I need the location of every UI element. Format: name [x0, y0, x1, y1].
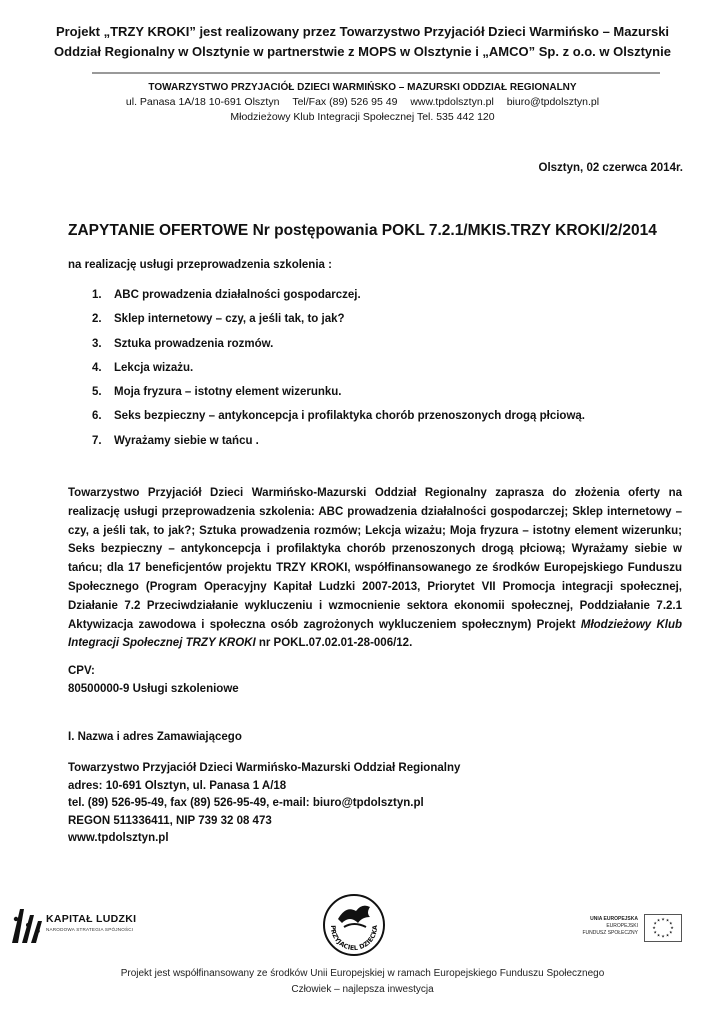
training-list [92, 287, 672, 457]
training-item [92, 408, 672, 432]
eu-fund-line-1: EUROPEJSKI [606, 923, 638, 929]
training-item-number: 5. [92, 386, 102, 399]
training-item [92, 336, 672, 360]
svg-text:PRZYJACIEL DZIECKA [329, 925, 379, 952]
svg-text:★: ★ [665, 917, 670, 923]
przyjaciel-dziecka-logo [322, 893, 386, 957]
training-item-number: 3. [92, 337, 102, 350]
eu-logo-text [572, 916, 638, 937]
organization-address: ul. Panasa 1A/18 10-691 Olsztyn [125, 96, 280, 108]
svg-text:★: ★ [665, 932, 670, 938]
kapital-ludzki-text [46, 913, 136, 932]
club-contact: Młodzieżowy Klub Integracji Społecznej Tel. 535 442 120 [230, 111, 495, 123]
eu-flag-icon [644, 914, 682, 942]
project-header [40, 22, 685, 62]
training-item-text: Moja fryzura – istotny element wizerunku. [114, 386, 342, 399]
training-item-text: Wyrażamy siebie w tańcu . [114, 434, 259, 447]
invitation-text: Towarzystwo Przyjaciół Dzieci Warmińsko-Mazurski Oddział Regionalny zaprasza do złożenia oferty na realizację usługi przeprowadzenia szkolenia: ABC prowadzenia działalności gospodarczej; Sklep internetowy – czy, a jeśli tak, to jak?; Sztuka prowadzenia rozmów; Lekcja wizażu; Moja fryzura – istotny element wizerunku; Seks bezpieczny – antykoncepcja i profilaktyka chorób przenoszonych drogą płciową; Wyrażamy siebie w tańcu; dla 17 beneficjentów projektu TRZY KROKI, współfinansowanego ze środków Europejskiego Funduszu Społecznego (Program Operacyjny Kapitał Ludzki 2007-2013, Priorytet VII Promocja integracji społecznej, Działanie 7.2 Przeciwdziałanie wykluczeniu i wzmocnienie sektora ekonomii społecznej, Poddziałanie 7.2.1 Aktywizacja zawodowa i społeczna osób zagrożonych wykluczeniem społecznym) Projekt [68, 487, 682, 631]
organization-name: TOWARZYSTWO PRZYJACIÓŁ DZIECI WARMIŃSKO – MAZURSKI ODDZIAŁ REGIONALNY [148, 82, 577, 93]
invitation-paragraph [68, 484, 682, 653]
svg-text:★: ★ [661, 933, 665, 939]
project-name: Młodzieżowy Klub Integracji Społecznej TRZY KROKI [68, 618, 682, 650]
training-item-number: 2. [92, 313, 102, 326]
svg-text:★: ★ [656, 932, 661, 938]
section-heading-contracting-authority: I. Nazwa i adres Zamawiającego [68, 731, 242, 743]
training-item-number: 6. [92, 410, 102, 423]
eu-title: UNIA EUROPEJSKA [590, 916, 638, 922]
kapital-ludzki-subtitle: NARODOWA STRATEGIA SPÓJNOŚCI [46, 927, 134, 932]
training-item [92, 433, 672, 457]
training-item-text: Sklep internetowy – czy, a jeśli tak, to jak? [114, 313, 345, 326]
training-item [92, 311, 672, 335]
training-item-text: Seks bezpieczny – antykoncepcja i profilaktyka chorób przenoszonych drogą płciową. [114, 410, 585, 423]
project-header-line-2: Oddział Regionalny w Olsztynie w partnerstwie z MOPS w Olsztynie i „AMCO” Sp. z o.o. w Olsztynie [54, 44, 671, 59]
training-item-text: Sztuka prowadzenia rozmów. [114, 337, 274, 350]
training-item-text: ABC prowadzenia działalności gospodarczej. [114, 289, 361, 301]
page-footer [40, 966, 685, 998]
authority-website: www.tpdolsztyn.pl [68, 832, 169, 844]
training-item [92, 384, 672, 408]
organization-phone: Tel/Fax (89) 526 95 49 [292, 96, 398, 108]
przyjaciel-dziecka-emblem-icon [322, 893, 386, 957]
organization-website: www.tpdolsztyn.pl [410, 96, 494, 108]
svg-text:★: ★ [669, 929, 673, 935]
footer-cofinancing: Projekt jest współfinansowany ze środków Unii Europejskiej w ramach Europejskiego Funduszu Społecznego [120, 968, 605, 979]
svg-text:★: ★ [652, 925, 656, 930]
authority-name: Towarzystwo Przyjaciół Dzieci Warmińsko-Mazurski Oddział Regionalny [68, 762, 461, 774]
svg-text:★: ★ [669, 920, 673, 926]
cpv-code: 80500000-9 Usługi szkoleniowe [68, 683, 239, 695]
project-header-line-1: Projekt „TRZY KROKI” jest realizowany przez Towarzystwo Przyjaciół Dzieci Warmińsko – Mazurski [55, 24, 670, 39]
svg-text:★: ★ [661, 916, 665, 922]
kapital-ludzki-logo [10, 905, 160, 945]
cpv-section [68, 662, 239, 698]
training-item [92, 287, 672, 311]
training-item-number: 7. [92, 434, 102, 447]
svg-text:★: ★ [656, 917, 661, 923]
cpv-label: CPV: [68, 665, 95, 677]
footer-slogan: Człowiek – najlepsza inwestycja [291, 984, 434, 995]
header-divider [92, 72, 660, 74]
document-title: ZAPYTANIE OFERTOWE Nr postępowania POKL 7.2.1/MKIS.TRZY KROKI/2/2014 [68, 222, 657, 239]
training-item-number: 1. [92, 289, 102, 301]
eu-logo [572, 912, 684, 944]
kapital-ludzki-emblem-icon [10, 905, 44, 945]
svg-text:★: ★ [653, 929, 657, 935]
svg-text:★: ★ [670, 925, 674, 930]
training-item-text: Lekcja wizażu. [114, 361, 194, 374]
authority-registration: REGON 511336411, NIP 739 32 08 473 [68, 814, 272, 827]
svg-text:★: ★ [653, 920, 657, 926]
document-date: Olsztyn, 02 czerwca 2014r. [538, 162, 683, 174]
training-item [92, 360, 672, 384]
eu-fund-line-2: FUNDUSZ SPOŁECZNY [582, 930, 638, 936]
organization-email: biuro@tpdolsztyn.pl [506, 96, 600, 108]
organization-letterhead [60, 80, 665, 125]
kapital-ludzki-title: KAPITAŁ LUDZKI [46, 913, 137, 925]
contracting-authority-details [68, 760, 460, 848]
authority-address: adres: 10-691 Olsztyn, ul. Panasa 1 A/18 [68, 779, 287, 792]
training-item-number: 4. [92, 361, 102, 374]
intro-text: na realizację usługi przeprowadzenia szkolenia : [68, 259, 332, 271]
authority-contact: tel. (89) 526-95-49, fax (89) 526-95-49, e-mail: biuro@tpdolsztyn.pl [68, 797, 424, 809]
organization-address-line [60, 95, 665, 110]
przyjaciel-dziecka-text: PRZYJACIEL DZIECKA [328, 925, 380, 953]
project-number: nr POKL.07.02.01-28-006/12. [255, 637, 413, 650]
